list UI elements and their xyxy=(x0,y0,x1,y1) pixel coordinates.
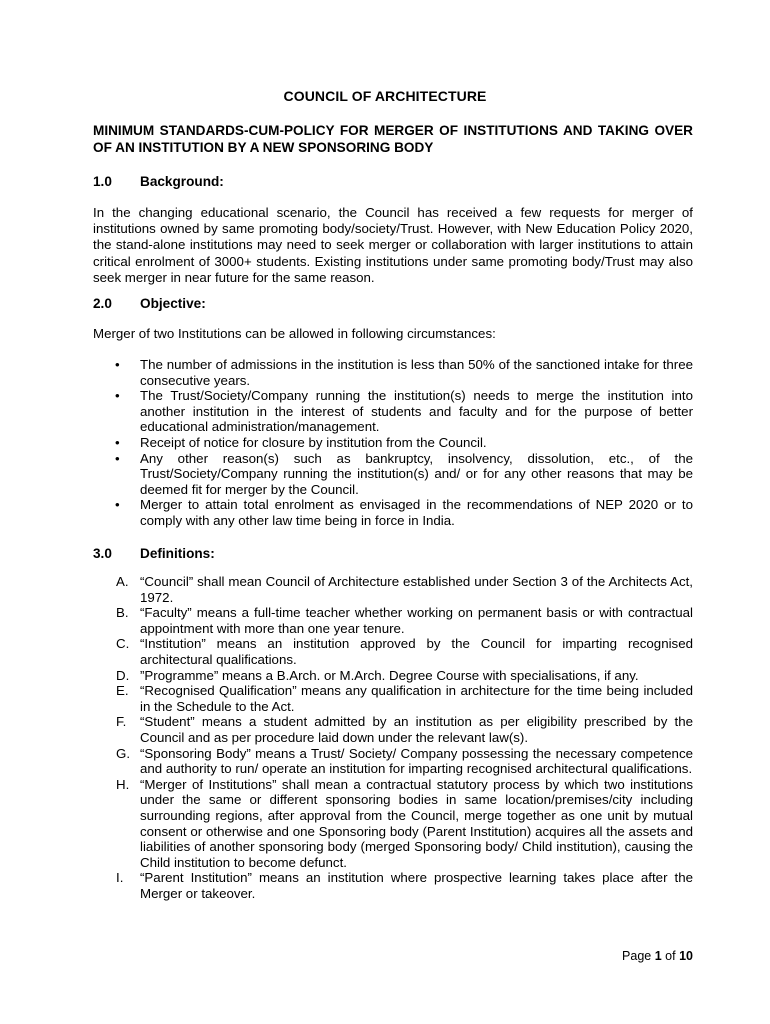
list-item xyxy=(93,714,693,745)
list-marker: B. xyxy=(116,605,129,621)
bullet-marker: • xyxy=(115,497,120,513)
document-subtitle: MINIMUM STANDARDS-CUM-POLICY FOR MERGER OF INSTITUTIONS AND TAKING OVER OF AN INSTITUTION BY A NEW SPONSORING BODY xyxy=(93,123,693,155)
section-number: 3.0 xyxy=(93,546,112,561)
list-item-text: Merger to attain total enrolment as envisaged in the recommendations of NEP 2020 or to comply with any other law time being in force in India. xyxy=(140,497,693,528)
objective-intro: Merger of two Institutions can be allowed in following circumstances: xyxy=(93,326,496,341)
list-marker: F. xyxy=(116,714,127,730)
list-item xyxy=(93,668,693,684)
bullet-marker: • xyxy=(115,388,120,404)
list-item-text: “Institution” means an institution approved by the Council for imparting recognised architectural qualifications. xyxy=(140,636,693,667)
list-marker: D. xyxy=(116,667,130,683)
list-item xyxy=(93,777,693,871)
list-marker: G. xyxy=(116,745,131,761)
list-item xyxy=(93,746,693,777)
page-number-footer xyxy=(622,949,693,963)
list-item-text: The number of admissions in the institution is less than 50% of the sanctioned intake for three consecutive years. xyxy=(140,357,693,388)
list-item-text: “Sponsoring Body” means a Trust/ Society/ Company possessing the necessary competence and authority to run/ operate an institution for imparting recognised architectural qualifications. xyxy=(140,745,693,777)
section-number: 1.0 xyxy=(93,174,112,189)
list-item-text: “Merger of Institutions” shall mean a contractual statutory process by which two institutions under the same or different sponsoring bodies in same location/premises/city including surrounding regions, after approval from the Council, merge together as one unit by mutual consent or otherwise and one Sponsoring body (Parent Institution) acquires all the assets and liabilities of another sponsoring body (merged Sponsoring body/ Child institution), causing the Child institution to become defunct. xyxy=(140,776,693,870)
list-item-text: The Trust/Society/Company running the institution(s) needs to merge the institution into another institution in the interest of students and faculty and for the purpose of better educational administration/management. xyxy=(140,388,693,435)
list-item xyxy=(93,870,693,901)
list-marker: A. xyxy=(116,574,129,589)
list-item-text: “Student” means a student admitted by an institution as per eligibility prescribed by the Council and as per procedure laid down under the relevant law(s). xyxy=(140,714,693,745)
list-item xyxy=(93,497,693,528)
list-item xyxy=(93,636,693,667)
list-marker: C. xyxy=(116,636,130,652)
list-item-text: ”Programme” means a B.Arch. or M.Arch. Degree Course with specialisations, if any. xyxy=(140,667,639,683)
list-item xyxy=(93,388,693,435)
total-pages: 10 xyxy=(679,949,693,963)
list-item xyxy=(93,605,693,636)
section-objective-heading xyxy=(93,296,206,311)
section-background-heading xyxy=(93,174,224,189)
objective-bullet-list xyxy=(93,357,693,529)
list-marker: H. xyxy=(116,776,130,792)
list-item-text: “Recognised Qualification” means any qualification in architecture for the time being included in the Schedule to the Act. xyxy=(140,683,693,714)
list-item-text: “Council” shall mean Council of Architecture established under Section 3 of the Architects Act, 1972. xyxy=(140,574,693,605)
list-marker: E. xyxy=(116,683,129,699)
page-of: of xyxy=(665,949,676,963)
bullet-marker: • xyxy=(115,357,120,372)
list-marker: I. xyxy=(116,870,124,886)
section-title: Definitions: xyxy=(140,546,215,561)
list-item xyxy=(93,683,693,714)
list-item xyxy=(93,451,693,498)
section-title: Objective: xyxy=(140,296,206,311)
list-item xyxy=(93,357,693,388)
section-title: Background: xyxy=(140,174,224,189)
section-number: 2.0 xyxy=(93,296,112,311)
document-org-title: COUNCIL OF ARCHITECTURE xyxy=(283,88,487,104)
list-item xyxy=(93,435,693,451)
bullet-marker: • xyxy=(115,450,120,466)
list-item-text: “Faculty” means a full-time teacher whether working on permanent basis or with contractual appointment with more than one year tenure. xyxy=(140,605,693,636)
background-paragraph: In the changing educational scenario, the Council has received a few requests for merger of institutions owned by same promoting body/society/Trust. However, with New Education Policy 2020, the stand-alone institutions may need to seek merger or collaboration with larger institutions to attain critical enrolment of 3000+ students. Existing institutions under same promoting body/Trust may also seek merger in near future for the same reason. xyxy=(93,205,693,285)
bullet-marker: • xyxy=(115,434,120,450)
current-page: 1 xyxy=(654,949,662,963)
list-item xyxy=(93,574,693,605)
list-item-text: “Parent Institution” means an institution where prospective learning takes place after the Merger or takeover. xyxy=(140,870,693,901)
list-item-text: Any other reason(s) such as bankruptcy, insolvency, dissolution, etc., of the Trust/Society/Company running the institution(s) and/ or for any other reasons that may be deemed fit for merger by the Council. xyxy=(140,450,693,497)
section-definitions-heading xyxy=(93,546,215,561)
list-item-text: Receipt of notice for closure by institution from the Council. xyxy=(140,434,487,450)
page-label: Page xyxy=(622,949,652,963)
definitions-list xyxy=(93,574,693,901)
